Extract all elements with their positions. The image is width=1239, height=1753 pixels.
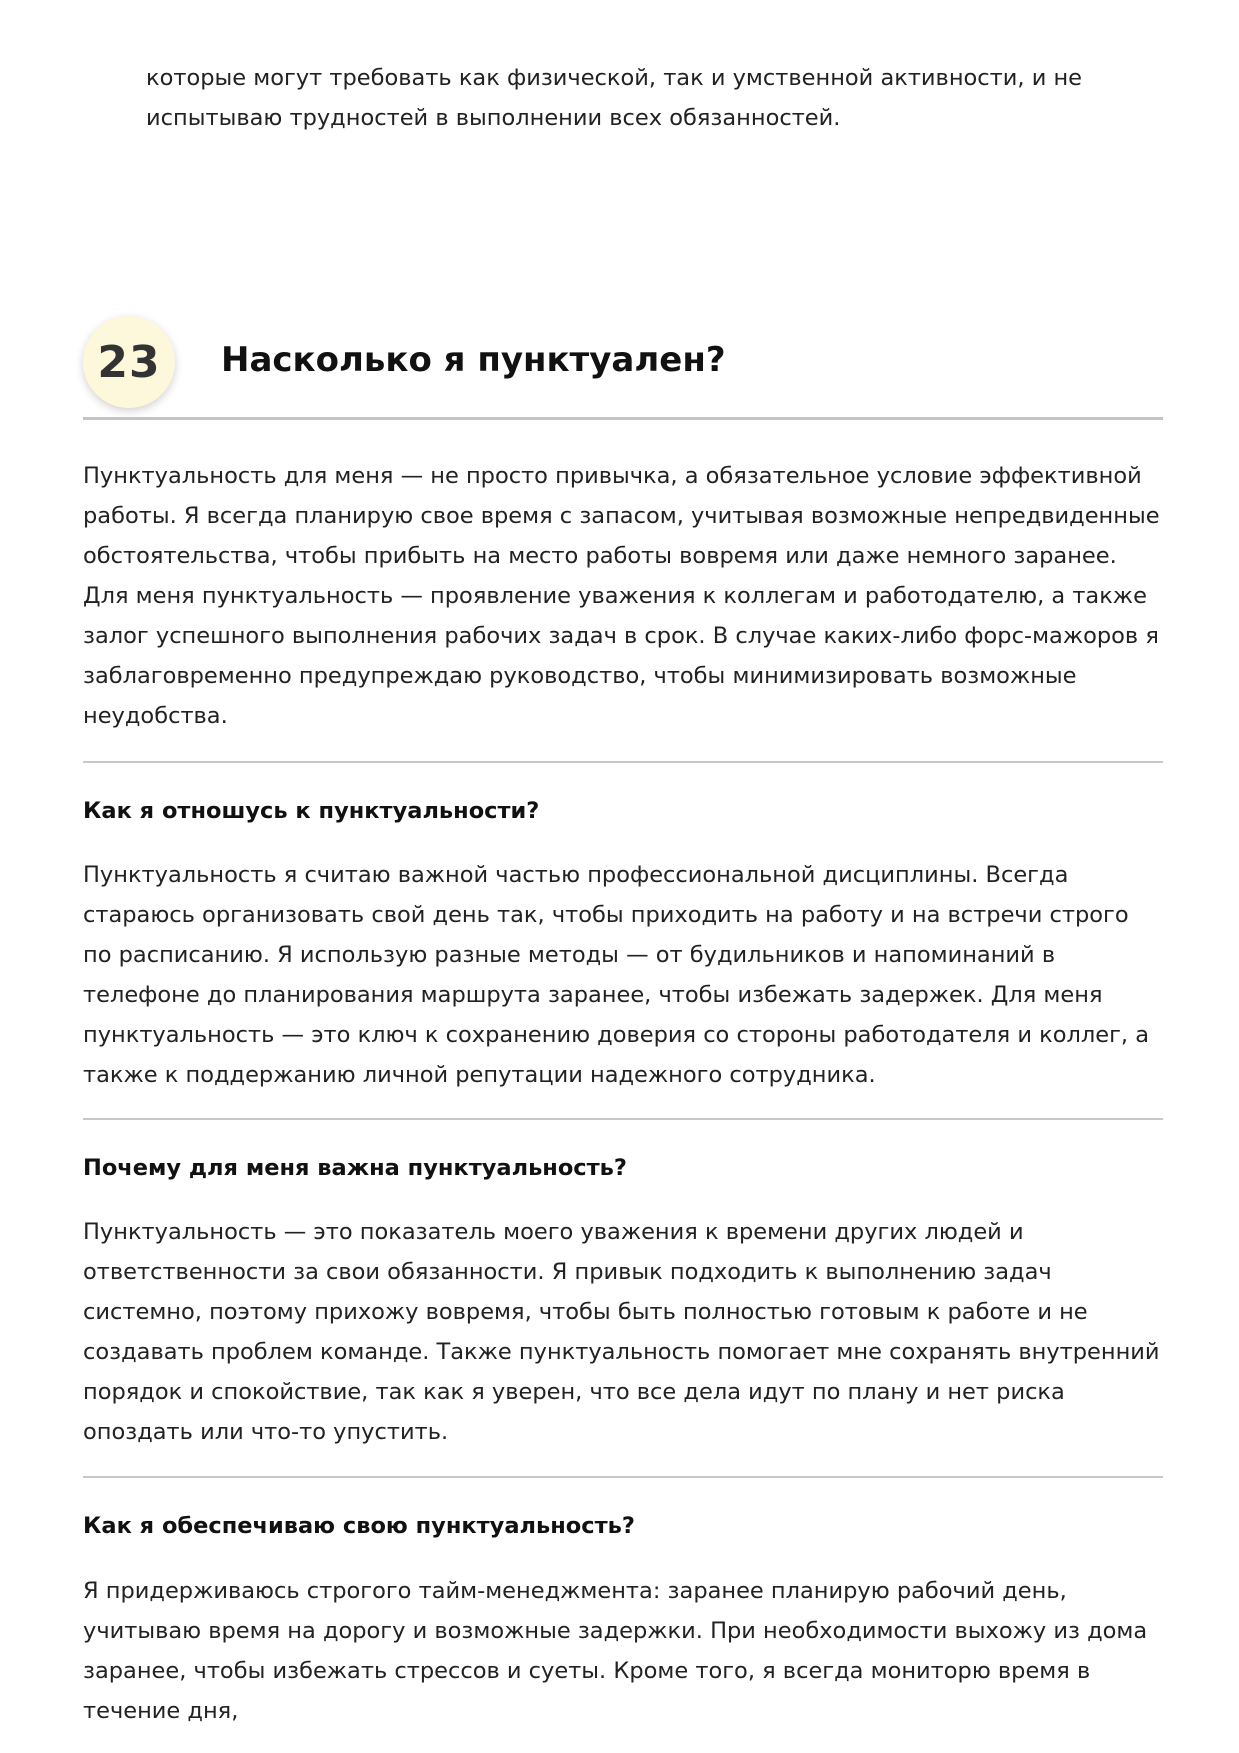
section-divider xyxy=(83,1476,1163,1478)
section-title: Почему для меня важна пунктуальность? xyxy=(83,1155,627,1181)
section-title: Как я отношусь к пунктуальности? xyxy=(83,798,540,824)
section-divider xyxy=(83,761,1163,763)
section-divider xyxy=(83,1118,1163,1120)
section-importance xyxy=(83,1148,1163,1188)
section-text: Пунктуальность — это показатель моего уважения к времени других людей и ответственности за свои обязанности. Я привык подходить к выполнению задач системно, поэтому прихожу вовремя, чтобы быть полностью готовым к работе и не создавать проблем команде. Также пунктуальность помогает мне сохранять внутренний порядок и спокойствие, так как я уверен, что все дела идут по плану и нет риска опоздать или что-то упустить. xyxy=(83,1219,1160,1445)
answer-block xyxy=(83,456,1163,736)
intro-continuation xyxy=(146,58,1146,138)
answer-text: Пунктуальность для меня — не просто привычка, а обязательное условие эффективной работы. Я всегда планирую свое время с запасом, учитывая возможные непредвиденные обстоятельства, чтобы прибыть на место работы вовремя или даже немного заранее. Для меня пунктуальность — проявление уважения к коллегам и работодателю, а также залог успешного выполнения рабочих задач в срок. В случае каких-либо форс-мажоров я заблаговременно предупреждаю руководство, чтобы минимизировать возможные неудобства. xyxy=(83,463,1160,729)
intro-text: которые могут требовать как физической, так и умственной активности, и не испытываю трудностей в выполнении всех обязанностей. xyxy=(146,65,1083,131)
section-methods-body xyxy=(83,1571,1163,1731)
header-divider xyxy=(83,417,1163,420)
section-importance-body xyxy=(83,1212,1163,1452)
question-title: Насколько я пунктуален? xyxy=(221,340,726,380)
section-attitude-body xyxy=(83,855,1163,1095)
section-text: Пунктуальность я считаю важной частью профессиональной дисциплины. Всегда стараюсь организовать свой день так, чтобы приходить на работу и на встречи строго по расписанию. Я использую разные методы — от будильников и напоминаний в телефоне до планирования маршрута заранее, чтобы избежать задержек. Для меня пунктуальность — это ключ к сохранению доверия со стороны работодателя и коллег, а также к поддержанию личной репутации надежного сотрудника. xyxy=(83,862,1149,1088)
section-title: Как я обеспечиваю свою пунктуальность? xyxy=(83,1513,635,1539)
section-attitude xyxy=(83,791,1163,831)
question-number: 23 xyxy=(97,336,161,388)
section-methods xyxy=(83,1506,1163,1546)
question-header xyxy=(83,316,1163,420)
question-number-badge xyxy=(83,316,175,408)
section-text: Я придерживаюсь строгого тайм-менеджмента: заранее планирую рабочий день, учитываю время на дорогу и возможные задержки. При необходимости выхожу из дома заранее, чтобы избежать стрессов и суеты. Кроме того, я всегда мониторю время в течение дня, xyxy=(83,1578,1148,1724)
